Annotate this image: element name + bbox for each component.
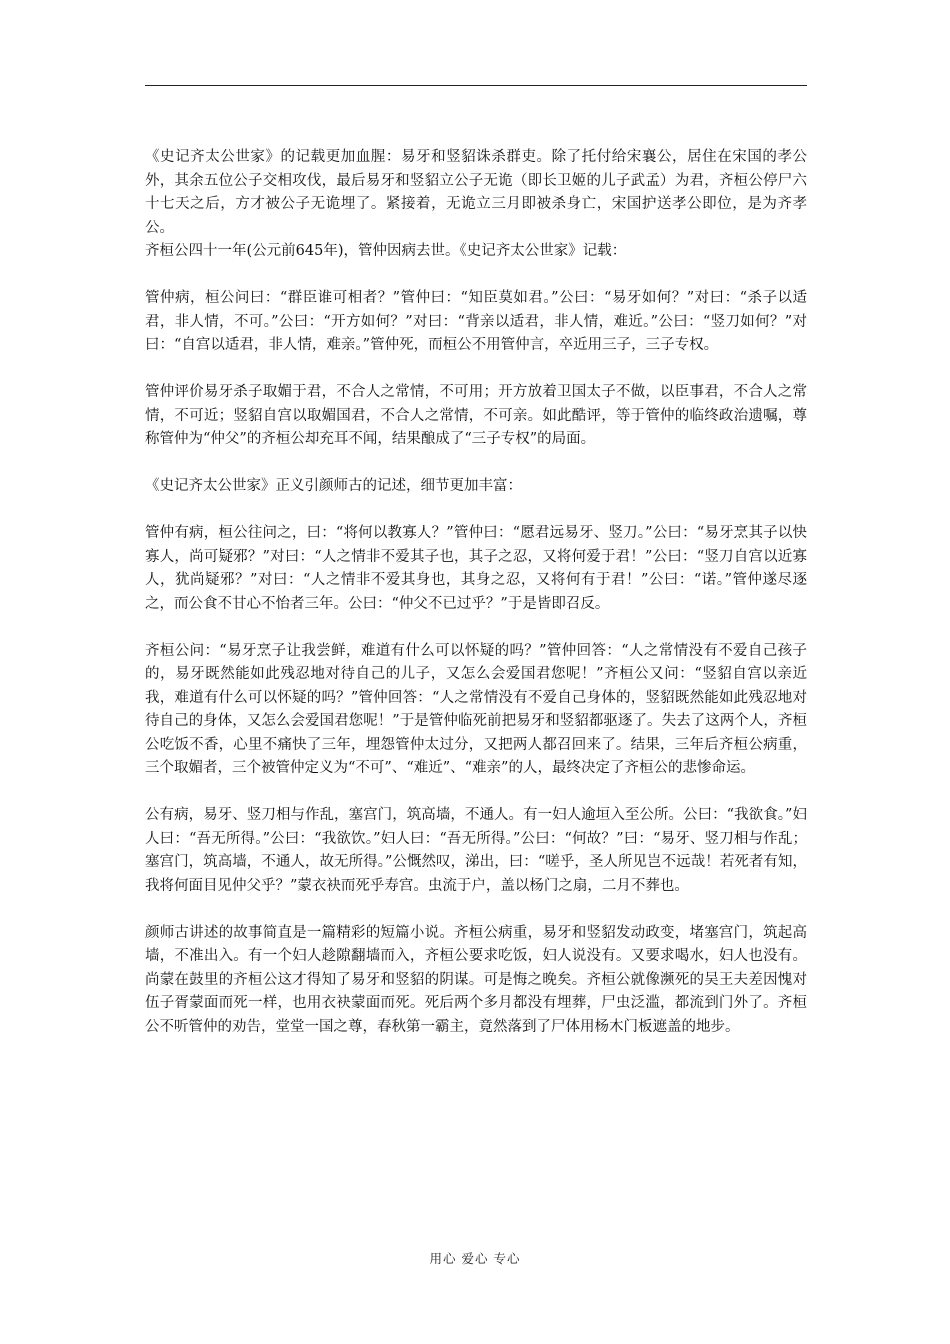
paragraph-quote-guanzhong-ill: 管仲病，桓公问曰：“群臣谁可相者？”管仲曰：“知臣莫如君。”公曰：“易牙如何？”对曰：“杀子以适君，非人情，不可。”公曰：“开方如何？”对曰：“背亲以适君，非人情，难近。”公曰：“竖刀如何？”对曰：“自宫以适君，非人情，难亲。”管仲死，而桓公不用管仲言，卒近用三子，三子专权。 <box>145 290 807 353</box>
paragraph-story-summary: 颜师古讲述的故事简直是一篇精彩的短篇小说。齐桓公病重，易牙和竖貂发动政变，堵塞宫门，筑起高墙，不准出入。有一个妇人趁隙翻墙而入，齐桓公要求吃饭，妇人说没有。又要求喝水，妇人也没有。尚蒙在鼓里的齐桓公这才得知了易牙和竖貂的阴谋。可是悔之晚矣。齐桓公就像濒死的吴王夫差因愧对伍子胥蒙面而死一样，也用衣袂蒙面而死。死后两个多月都没有埋葬，尸虫泛滥，都流到门外了。齐桓公不听管仲的劝告，堂堂一国之尊，春秋第一霸主，竟然落到了尸体用杨木门板遮盖的地步。 <box>145 924 807 1035</box>
paragraph-guanzhong-death: 齐桓公四十一年(公元前645年)，管仲因病去世。《史记齐太公世家》记载： <box>145 243 627 259</box>
page-footer: 用心 爱心 专心 <box>429 1251 521 1266</box>
paragraph-gap <box>145 452 807 476</box>
paragraph-gap <box>145 358 807 382</box>
paragraph-guanzhong-evaluation: 管仲评价易牙杀子取媚于君，不合人之常情，不可用；开方放着卫国太子不做，以臣事君，不合人之常情，不可近；竖貂自宫以取媚国君，不合人之常情，不可亲。如此酷评，等于管仲的临终政治遗嘱，尊称管仲为“仲父”的齐桓公却充耳不闻，结果酿成了“三子专权”的局面。 <box>145 384 807 447</box>
paragraph-shiji-account: 《史记齐太公世家》的记载更加血腥：易牙和竖貂诛杀群吏。除了托付给宋襄公，居住在宋国的孝公外，其余五位公子交相攻伐，最后易牙和竖貂立公子无诡（即长卫姬的儿子武孟）为君，齐桓公停尸六十七天之后，方才被公子无诡埋了。紧接着，无诡立三月即被杀身亡，宋国护送孝公即位，是为齐孝公。 <box>145 149 807 236</box>
paragraph-gap <box>145 898 807 922</box>
header-rule <box>145 85 807 86</box>
paragraph-gap <box>145 616 807 640</box>
paragraph-translation: 齐桓公问：“易牙烹子让我尝鲜，难道有什么可以怀疑的吗？”管仲回答：“人之常情没有不爱自己孩子的，易牙既然能如此残忍地对待自己的儿子，又怎么会爱国君您呢！”齐桓公又问：“竖貂自宫以亲近我，难道有什么可以怀疑的吗？”管仲回答：“人之常情没有不爱自己身体的，竖貂既然能如此残忍地对待自己的身体，又怎么会爱国君您呢！”于是管仲临死前把易牙和竖貂都驱逐了。失去了这两个人，齐桓公吃饭不香，心里不痛快了三年，埋怨管仲太过分，又把两人都召回来了。结果，三年后齐桓公病重，三个取媚者，三个被管仲定义为“不可”、“难近”、“难亲”的人，最终决定了齐桓公的悲惨命运。 <box>145 642 807 776</box>
paragraph-gap <box>145 781 807 805</box>
paragraph-quote-yan-shigu: 管仲有病，桓公往问之，曰：“将何以教寡人？”管仲曰：“愿君远易牙、竖刀。”公曰：“易牙烹其子以快寡人，尚可疑邪？”对曰：“人之情非不爱其子也，其子之忍，又将何爱于君！”公曰：“竖刀自宫以近寡人，犹尚疑邪？”对曰：“人之情非不爱其身也，其身之忍，又将何有于君！”公曰：“诺。”管仲遂尽逐之，而公食不甘心不怡者三年。公曰：“仲父不已过乎？”于是皆即召反。 <box>145 525 807 612</box>
paragraph-gap <box>145 499 807 523</box>
document-body <box>145 146 807 1039</box>
paragraph-yan-shigu-intro: 《史记齐太公世家》正义引颜师古的记述，细节更加丰富： <box>145 478 522 494</box>
paragraph-quote-rebellion: 公有病，易牙、竖刀相与作乱，塞宫门，筑高墙，不通人。有一妇人逾垣入至公所。公曰：“我欲食。”妇人曰：“吾无所得。”公曰：“我欲饮。”妇人曰：“吾无所得。”公曰：“何故？”曰：“易牙、竖刀相与作乱；塞宫门，筑高墙，不通人，故无所得。”公慨然叹，涕出，曰：“嗟乎，圣人所见岂不远哉！若死者有知，我将何面目见仲父乎？”蒙衣袂而死乎寿宫。虫流于户，盖以杨门之扇，二月不葬也。 <box>145 807 807 894</box>
paragraph-gap <box>145 264 807 288</box>
